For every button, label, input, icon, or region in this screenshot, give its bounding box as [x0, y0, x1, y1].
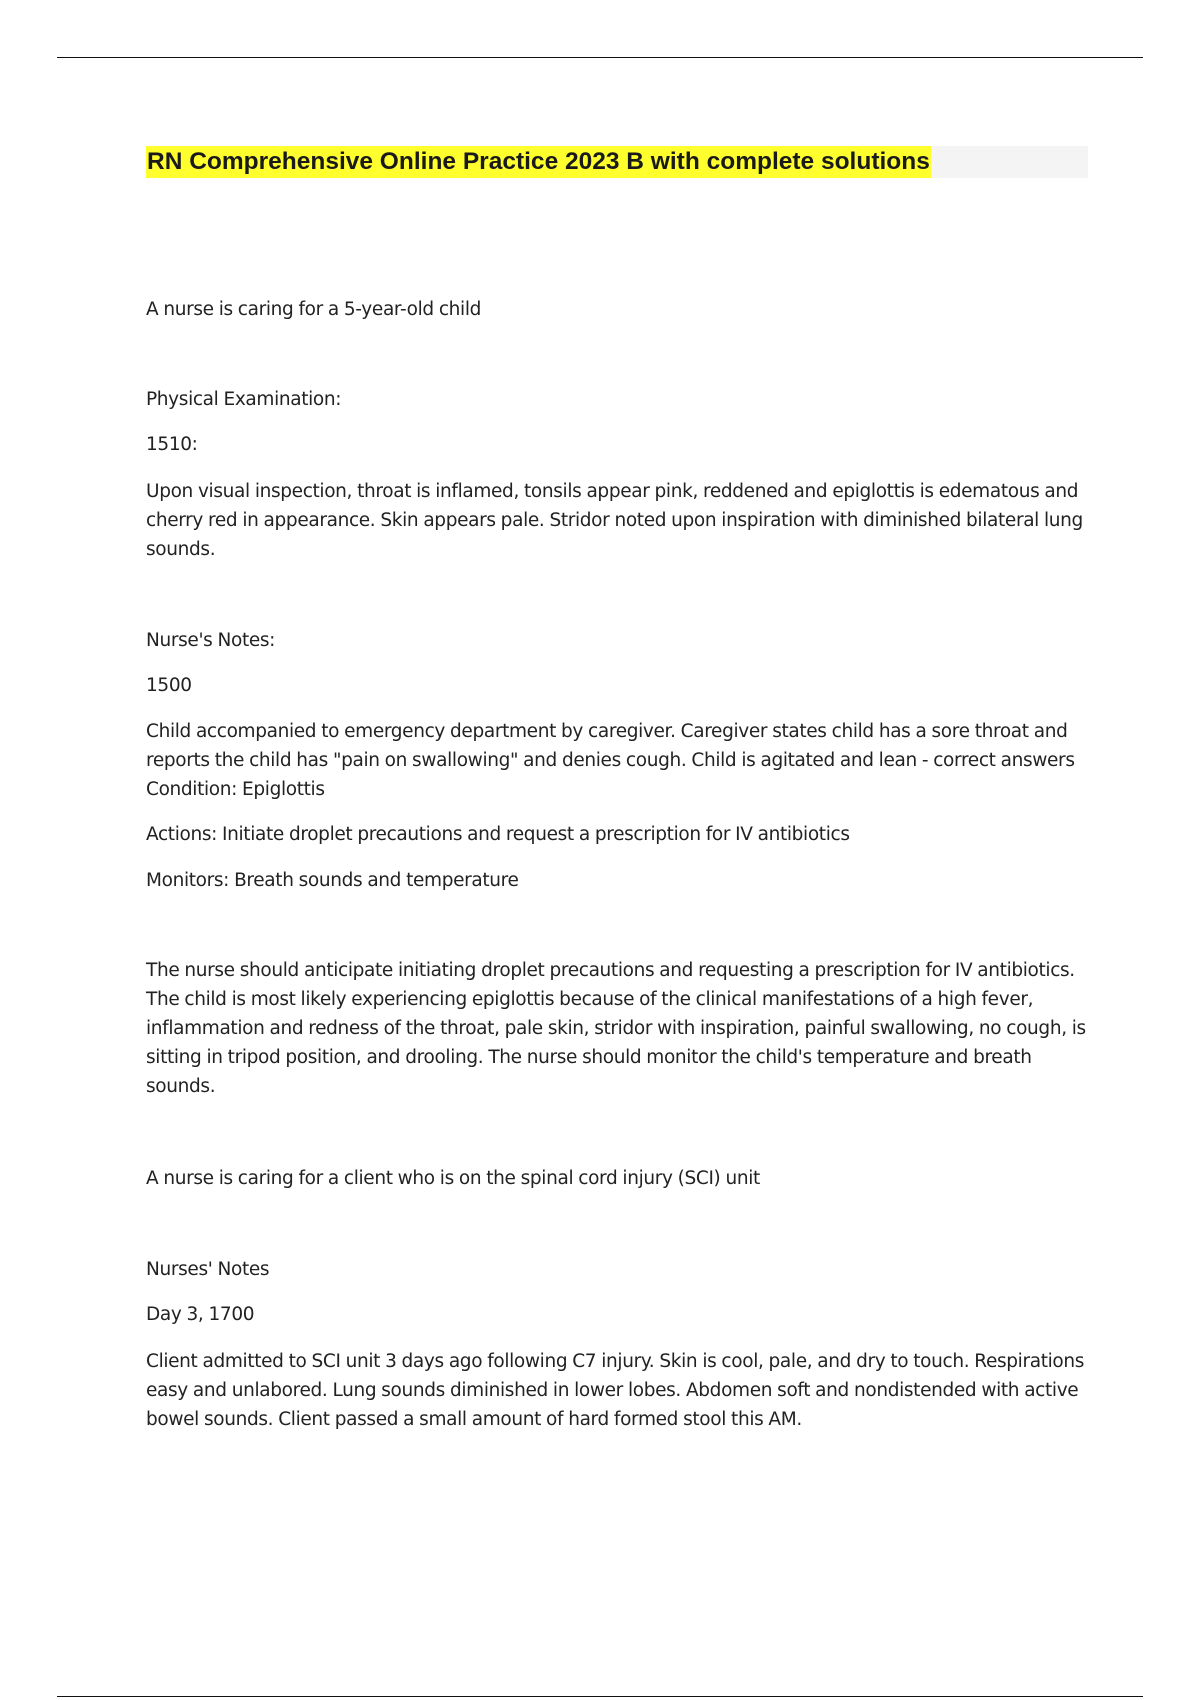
header-rule	[57, 57, 1143, 58]
case1-rationale: The nurse should anticipate initiating droplet precautions and requesting a prescription for IV antibiotics. The child is most likely experiencing epiglottis because of the clinical manifestations of a high fever, inflammation and redness of the throat, pale skin, stridor with inspiration, painful swallowing, no cough, is sitting in tripod position, and drooling. The nurse should monitor the child's temperature and breath sounds.	[146, 960, 1086, 1097]
case1-exam-heading: Physical Examination:	[146, 389, 342, 410]
case1-actions: Actions: Initiate droplet precautions and request a prescription for IV antibiotics	[146, 824, 850, 845]
case2-notes-heading: Nurses' Notes	[146, 1259, 270, 1280]
case1-notes-text: Child accompanied to emergency department by caregiver. Caregiver states child has a sore throat and reports the child has "pain on swallowing" and denies cough. Child is agitated and lean - correct answers Condition: Epiglottis	[146, 721, 1075, 800]
case2-notes-text: Client admitted to SCI unit 3 days ago following C7 injury. Skin is cool, pale, and dry to touch. Respirations easy and unlabored. Lung sounds diminished in lower lobes. Abdomen soft and nondistended with active bowel sounds. Client passed a small amount of hard formed stool this AM.	[146, 1351, 1085, 1430]
footer-rule	[57, 1696, 1143, 1697]
case1-intro: A nurse is caring for a 5-year-old child	[146, 299, 482, 320]
case1-notes-time: 1500	[146, 675, 192, 696]
case2-intro: A nurse is caring for a client who is on the spinal cord injury (SCI) unit	[146, 1168, 760, 1189]
case1-exam-time: 1510:	[146, 434, 198, 455]
case2-notes-time: Day 3, 1700	[146, 1304, 255, 1325]
case1-monitors: Monitors: Breath sounds and temperature	[146, 870, 519, 891]
case1-exam-text: Upon visual inspection, throat is inflamed, tonsils appear pink, reddened and epiglottis is edematous and cherry red in appearance. Skin appears pale. Stridor noted upon inspiration with diminished bilateral lung sounds.	[146, 481, 1083, 560]
document-title: RN Comprehensive Online Practice 2023 B with complete solutions	[146, 146, 931, 178]
case1-notes-heading: Nurse's Notes:	[146, 630, 276, 651]
